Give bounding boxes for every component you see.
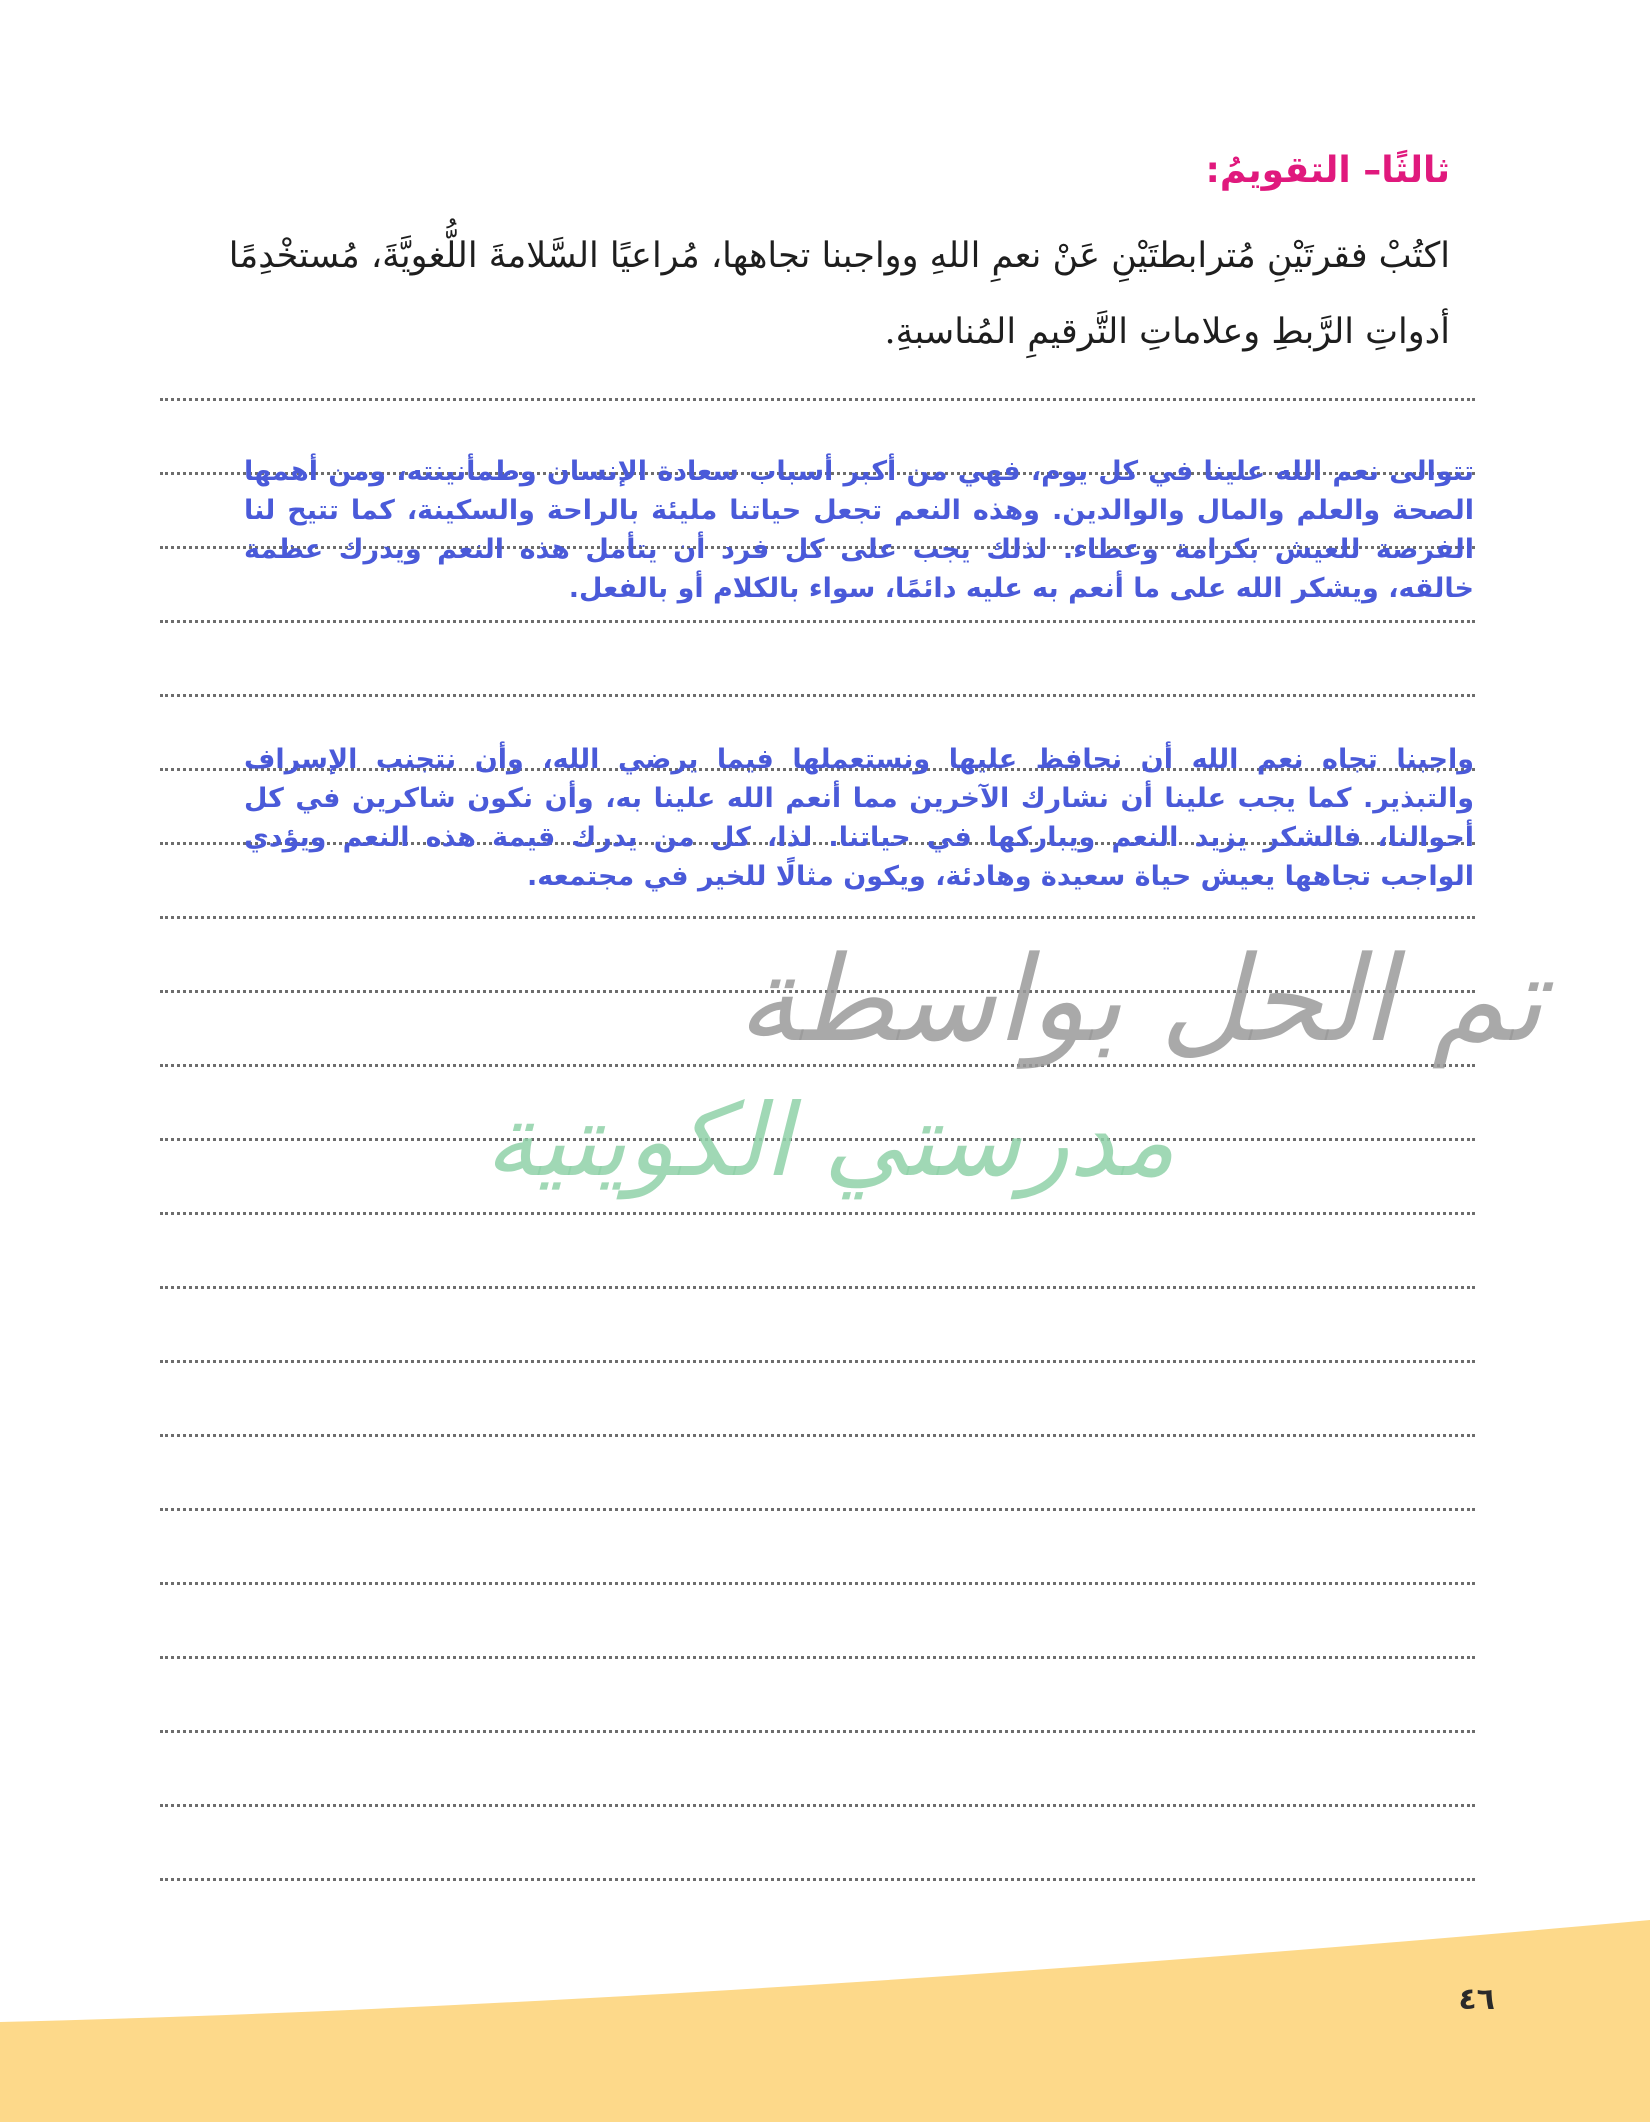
writing-lines bbox=[160, 398, 1475, 1878]
writing-line bbox=[160, 1656, 1475, 1659]
writing-line bbox=[160, 1508, 1475, 1511]
writing-line bbox=[160, 1582, 1475, 1585]
writing-line bbox=[160, 694, 1475, 697]
writing-line bbox=[160, 1064, 1475, 1067]
instructions bbox=[150, 218, 1450, 370]
section-title: ثالثًا– التقويمُ: bbox=[1205, 150, 1450, 191]
footer-band-shape bbox=[0, 1920, 1650, 2122]
writing-line bbox=[160, 1360, 1475, 1363]
writing-line bbox=[160, 990, 1475, 993]
writing-line bbox=[160, 1878, 1475, 1881]
writing-line bbox=[160, 916, 1475, 919]
instructions-line-2: أدواتِ الرَّبطِ وعلاماتِ التَّرقيمِ المُناسبةِ. bbox=[884, 312, 1450, 352]
writing-line bbox=[160, 1434, 1475, 1437]
answer-paragraph-1: تتوالى نعم الله علينا في كل يوم، فهي من أكبر أسباب سعادة الإنسان وطمأنينته، ومن أهمها الصحة والعلم والمال والوالدين. وهذه النعم تجعل حياتنا مليئة بالراحة والسكينة، كما تتيح لنا الفرصة للعيش بكرامة وعطاء. لذلك يجب على كل فرد أن يتأمل هذه النعم ويدرك عظمة خالقه، ويشكر الله على ما أنعم به عليه دائمًا، سواء بالكلام أو بالفعل. bbox=[244, 456, 1474, 604]
instructions-line-1: اكتُبْ فقرتَيْنِ مُترابطتَيْنِ عَنْ نعمِ اللهِ وواجبنا تجاهها، مُراعيًا السَّلامةَ اللُّغويَّةَ، مُستخْدِمًا bbox=[228, 236, 1450, 276]
writing-line bbox=[160, 1804, 1475, 1807]
page-number: ٤٦ bbox=[1458, 1982, 1495, 2017]
watermark-line-2: مدرستي الكويتية bbox=[484, 1082, 1176, 1199]
writing-line bbox=[160, 1730, 1475, 1733]
watermark-line-1: تم الحل بواسطة bbox=[736, 930, 1544, 1068]
writing-line bbox=[160, 398, 1475, 401]
answer-paragraph-2: واجبنا تجاه نعم الله أن نحافظ عليها ونستعملها فيما يرضي الله، وأن نتجنب الإسراف والتبذير. كما يجب علينا أن نشارك الآخرين مما أنعم الله علينا به، وأن نكون شاكرين في كل أحوالنا، فالشكر يزيد النعم ويباركها في حياتنا. لذا، كل من يدرك قيمة هذه النعم ويؤدي الواجب تجاهها يعيش حياة سعيدة وهادئة، ويكون مثالًا للخير في مجتمعه. bbox=[244, 744, 1474, 892]
writing-line bbox=[160, 1212, 1475, 1215]
footer-band bbox=[0, 1900, 1650, 2122]
writing-line bbox=[160, 1286, 1475, 1289]
writing-line bbox=[160, 1138, 1475, 1141]
writing-line bbox=[160, 620, 1475, 623]
